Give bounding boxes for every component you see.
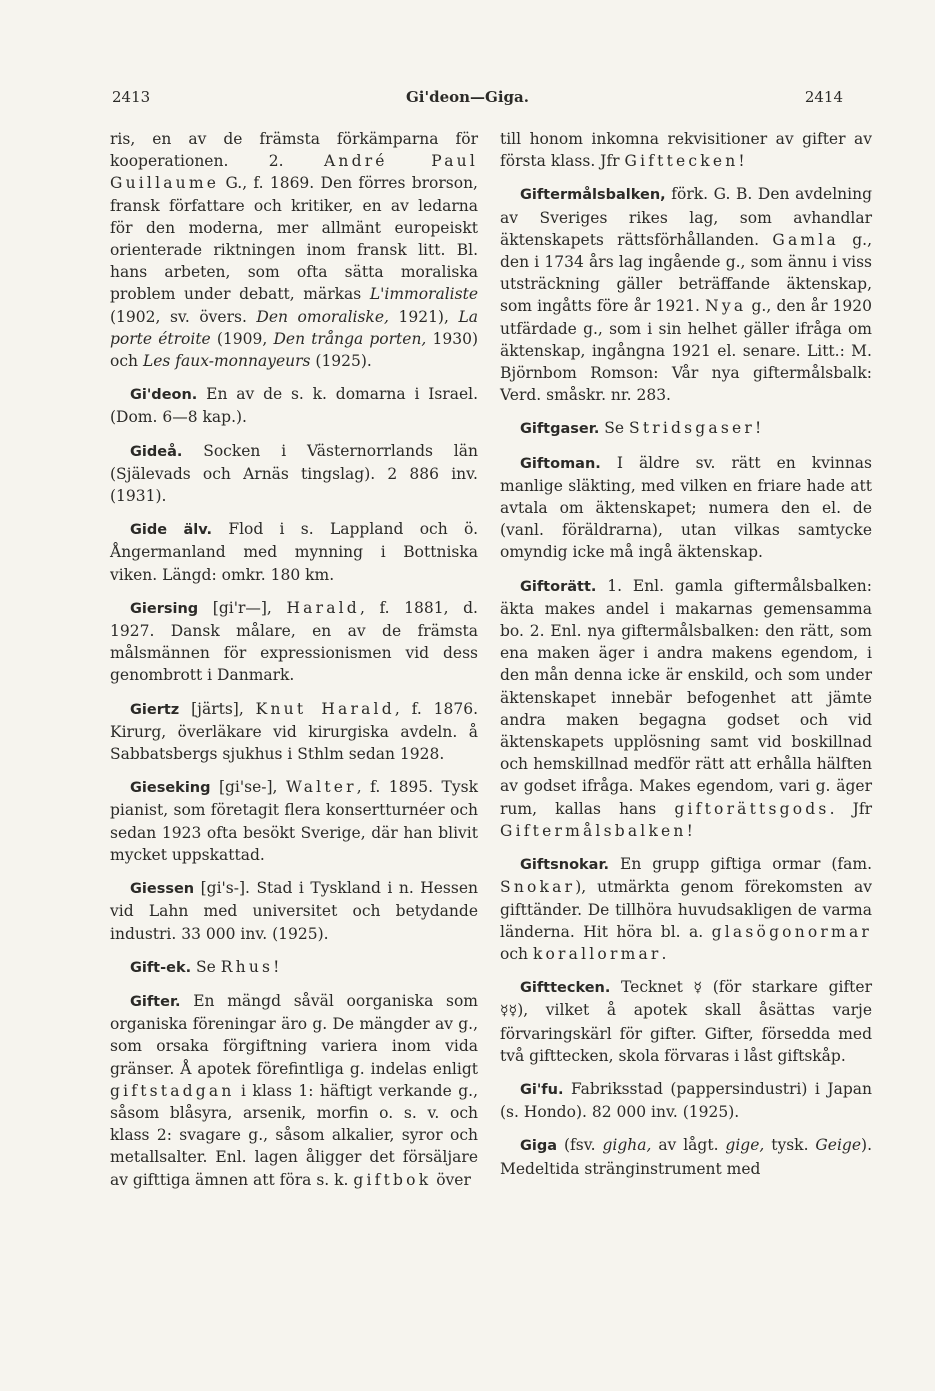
headword: Gift-ek. xyxy=(130,959,192,976)
entry-giftsnokar: Giftsnokar. En grupp giftiga ormar (fam. Snokar), utmärkta genom förekomsten av gifttänder. De tillhöra huvudsakligen de varma länderna. Hit höra bl. a. glasögonormar och korallormar. xyxy=(500,855,872,963)
headword: Gide älv. xyxy=(130,522,213,539)
entry-gift-ek: Gift-ek. Se Rhus! xyxy=(130,957,280,976)
right-column xyxy=(500,128,872,1191)
entry-giftermalsbalken: Giftermålsbalken, förk. G. B. Den avdelning av Sveriges rikes lag, som avhandlar äktenskapets rättsförhållanden. Gamla g., den i 1734 års lag ingående g., som ännu i viss utsträckning gäller beträffande äktenskap, som ingåtts före år 1921. Nya g., den år 1920 utfärdade g., som i sin helhet gäller ifråga om äktenskap, ingångna 1921 el. senare. Litt.: M. Björnbom Romson: Vår nya giftermålsbalk: Verd. småskr. nr. 283. xyxy=(500,185,872,405)
headword: Gi'fu. xyxy=(520,1081,564,1098)
headword: Gieseking xyxy=(130,780,211,797)
entry-gifu: Gi'fu. Fabriksstad (pappersindustri) i Japan (s. Hondo). 82 000 inv. (1925). xyxy=(500,1079,872,1122)
entry-gide-alv: Gide älv. Flod i s. Lappland och ö. Ångermanland med mynning i Bottniska viken. Längd: omkr. 180 km. xyxy=(110,520,478,584)
entry-gideon: Gi'deon. En av de s. k. domarna i Israel. (Dom. 6—8 kap.). xyxy=(110,385,478,427)
headword: Giftorätt. xyxy=(520,578,597,595)
entry-gifttecken: Gifttecken. Tecknet ☿ (för starkare gifter ☿☿), vilket å apotek skall åsättas varje förvaringskärl för gifter. Gifter, försedda med två gifttecken, skola förvaras i låst giftskåp. xyxy=(500,978,872,1065)
page-header xyxy=(0,88,935,112)
entry-giftoratt: Giftorätt. 1. Enl. gamla giftermålsbalken: äkta makes andel i makarnas gemensamma bo. 2. Enl. nya giftermålsbalken: den rätt, som ena maken äger i andra makens egendom, i den mån denna icke är enskild, och som under äktenskapet innebär befogenhet att jämte andra maken begagna godset och vid äktenskapets upplösning samt vid boskillnad och hemskillnad medför rätt att erhålla hälften av godset ifråga. Makes egendom, vari g. äger rum, kallas hans giftorättsgods. Jfr Giftermålsbalken! xyxy=(500,576,873,840)
entry-giersing: Giersing [gi'r—], Harald, f. 1881, d. 1927. Dansk målare, en av de främsta målsmännen för expressionismen vid dess genombrott i Danmark. xyxy=(110,598,478,685)
entry-giessen: Giessen [gi's-]. Stad i Tyskland i n. Hessen vid Lahn med universitet och betydande industri. 33 000 inv. (1925). xyxy=(110,879,478,943)
headword: Gifttecken. xyxy=(520,980,611,997)
entry-giftoman: Giftoman. I äldre sv. rätt en kvinnas manlige släkting, med vilken en friare hade att avtala om äktenskapet; numera den el. de (vanl. föräldrarna), utan vilkas samtycke omyndig icke må ingå äktenskap. xyxy=(500,453,872,562)
headword: Gideå. xyxy=(130,443,183,460)
headword: Giga xyxy=(520,1138,558,1155)
left-page-number: 2413 xyxy=(112,88,151,106)
headword: Gifter. xyxy=(130,993,181,1010)
entry-giga: Giga (fsv. gigha, av lågt. gige, tysk. Geige). Medeltida stränginstrument med xyxy=(500,1136,872,1178)
headword: Giftgaser. xyxy=(520,421,600,438)
entry-gidea: Gideå. Socken i Västernorrlands län (Själevads och Arnäs tingslag). 2 886 inv. (1931). xyxy=(110,441,478,506)
headword: Giftoman. xyxy=(520,455,601,472)
headword: Giftermålsbalken, xyxy=(520,187,666,204)
entry-giertz: Giertz [järts], Knut Harald, f. 1876. Kirurg, överläkare vid kirurgiska avdeln. å Sabbatsbergs sjukhus i Sthlm sedan 1928. xyxy=(110,699,479,764)
double-poison-sign-icon: ☿☿ xyxy=(500,1003,518,1020)
entry-gieseking: Gieseking [gi'se-], Walter, f. 1895. Tysk pianist, som företagit flera konsertturnéer och sedan 1923 ofta besökt Sverige, där han blivit mycket uppskattad. xyxy=(110,778,478,864)
headword: Gi'deon. xyxy=(130,387,198,404)
headword: Giersing xyxy=(130,600,199,617)
headword: Giertz xyxy=(130,701,180,718)
left-column xyxy=(110,128,478,1202)
entry-giftgaser: Giftgaser. Se Stridsgaser! xyxy=(520,419,762,438)
right-page-number: 2414 xyxy=(804,88,843,106)
poison-sign-icon: ☿ xyxy=(693,980,703,997)
entry-gifter-continued: till honom inkomna rekvisitioner av gifter av första klass. Jfr Gifttecken! xyxy=(500,130,872,171)
page-running-title: Gi'deon—Giga. xyxy=(406,88,529,106)
headword: Giftsnokar. xyxy=(520,857,610,874)
entry-gifter: Gifter. En mängd såväl oorganiska som organiska föreningar äro g. De mängder av g., som orsaka förgiftning variera inom vida gränser. Å apotek förefintliga g. indelas enligt giftstadgan i klass 1: häftigt verkande g., såsom blåsyra, arsenik, morfin o. s. v. och klass 2: svagare g., såsom alkalier, syror och metallsalter. Enl. lagen åligger det försäljare av gifttiga ämnen att föra s. k. giftbok över xyxy=(110,991,478,1189)
headword: Giessen xyxy=(130,881,195,898)
entry-gide-continued: ris, en av de främsta förkämparna för kooperationen. 2. André Paul Guillaume G., f. 1869. Den förres brorson, fransk författare och kritiker, en av ledarna för den moderna, mer allmänt europeiskt orienterade riktningen inom fransk litt. Bl. hans arbeten, som ofta sätta moraliska problem under debatt, märkas L'immoraliste (1902, sv. övers. Den omoraliske, 1921), La porte étroite (1909, Den trånga porten, 1930) och Les faux-monnayeurs (1925). xyxy=(110,130,479,371)
